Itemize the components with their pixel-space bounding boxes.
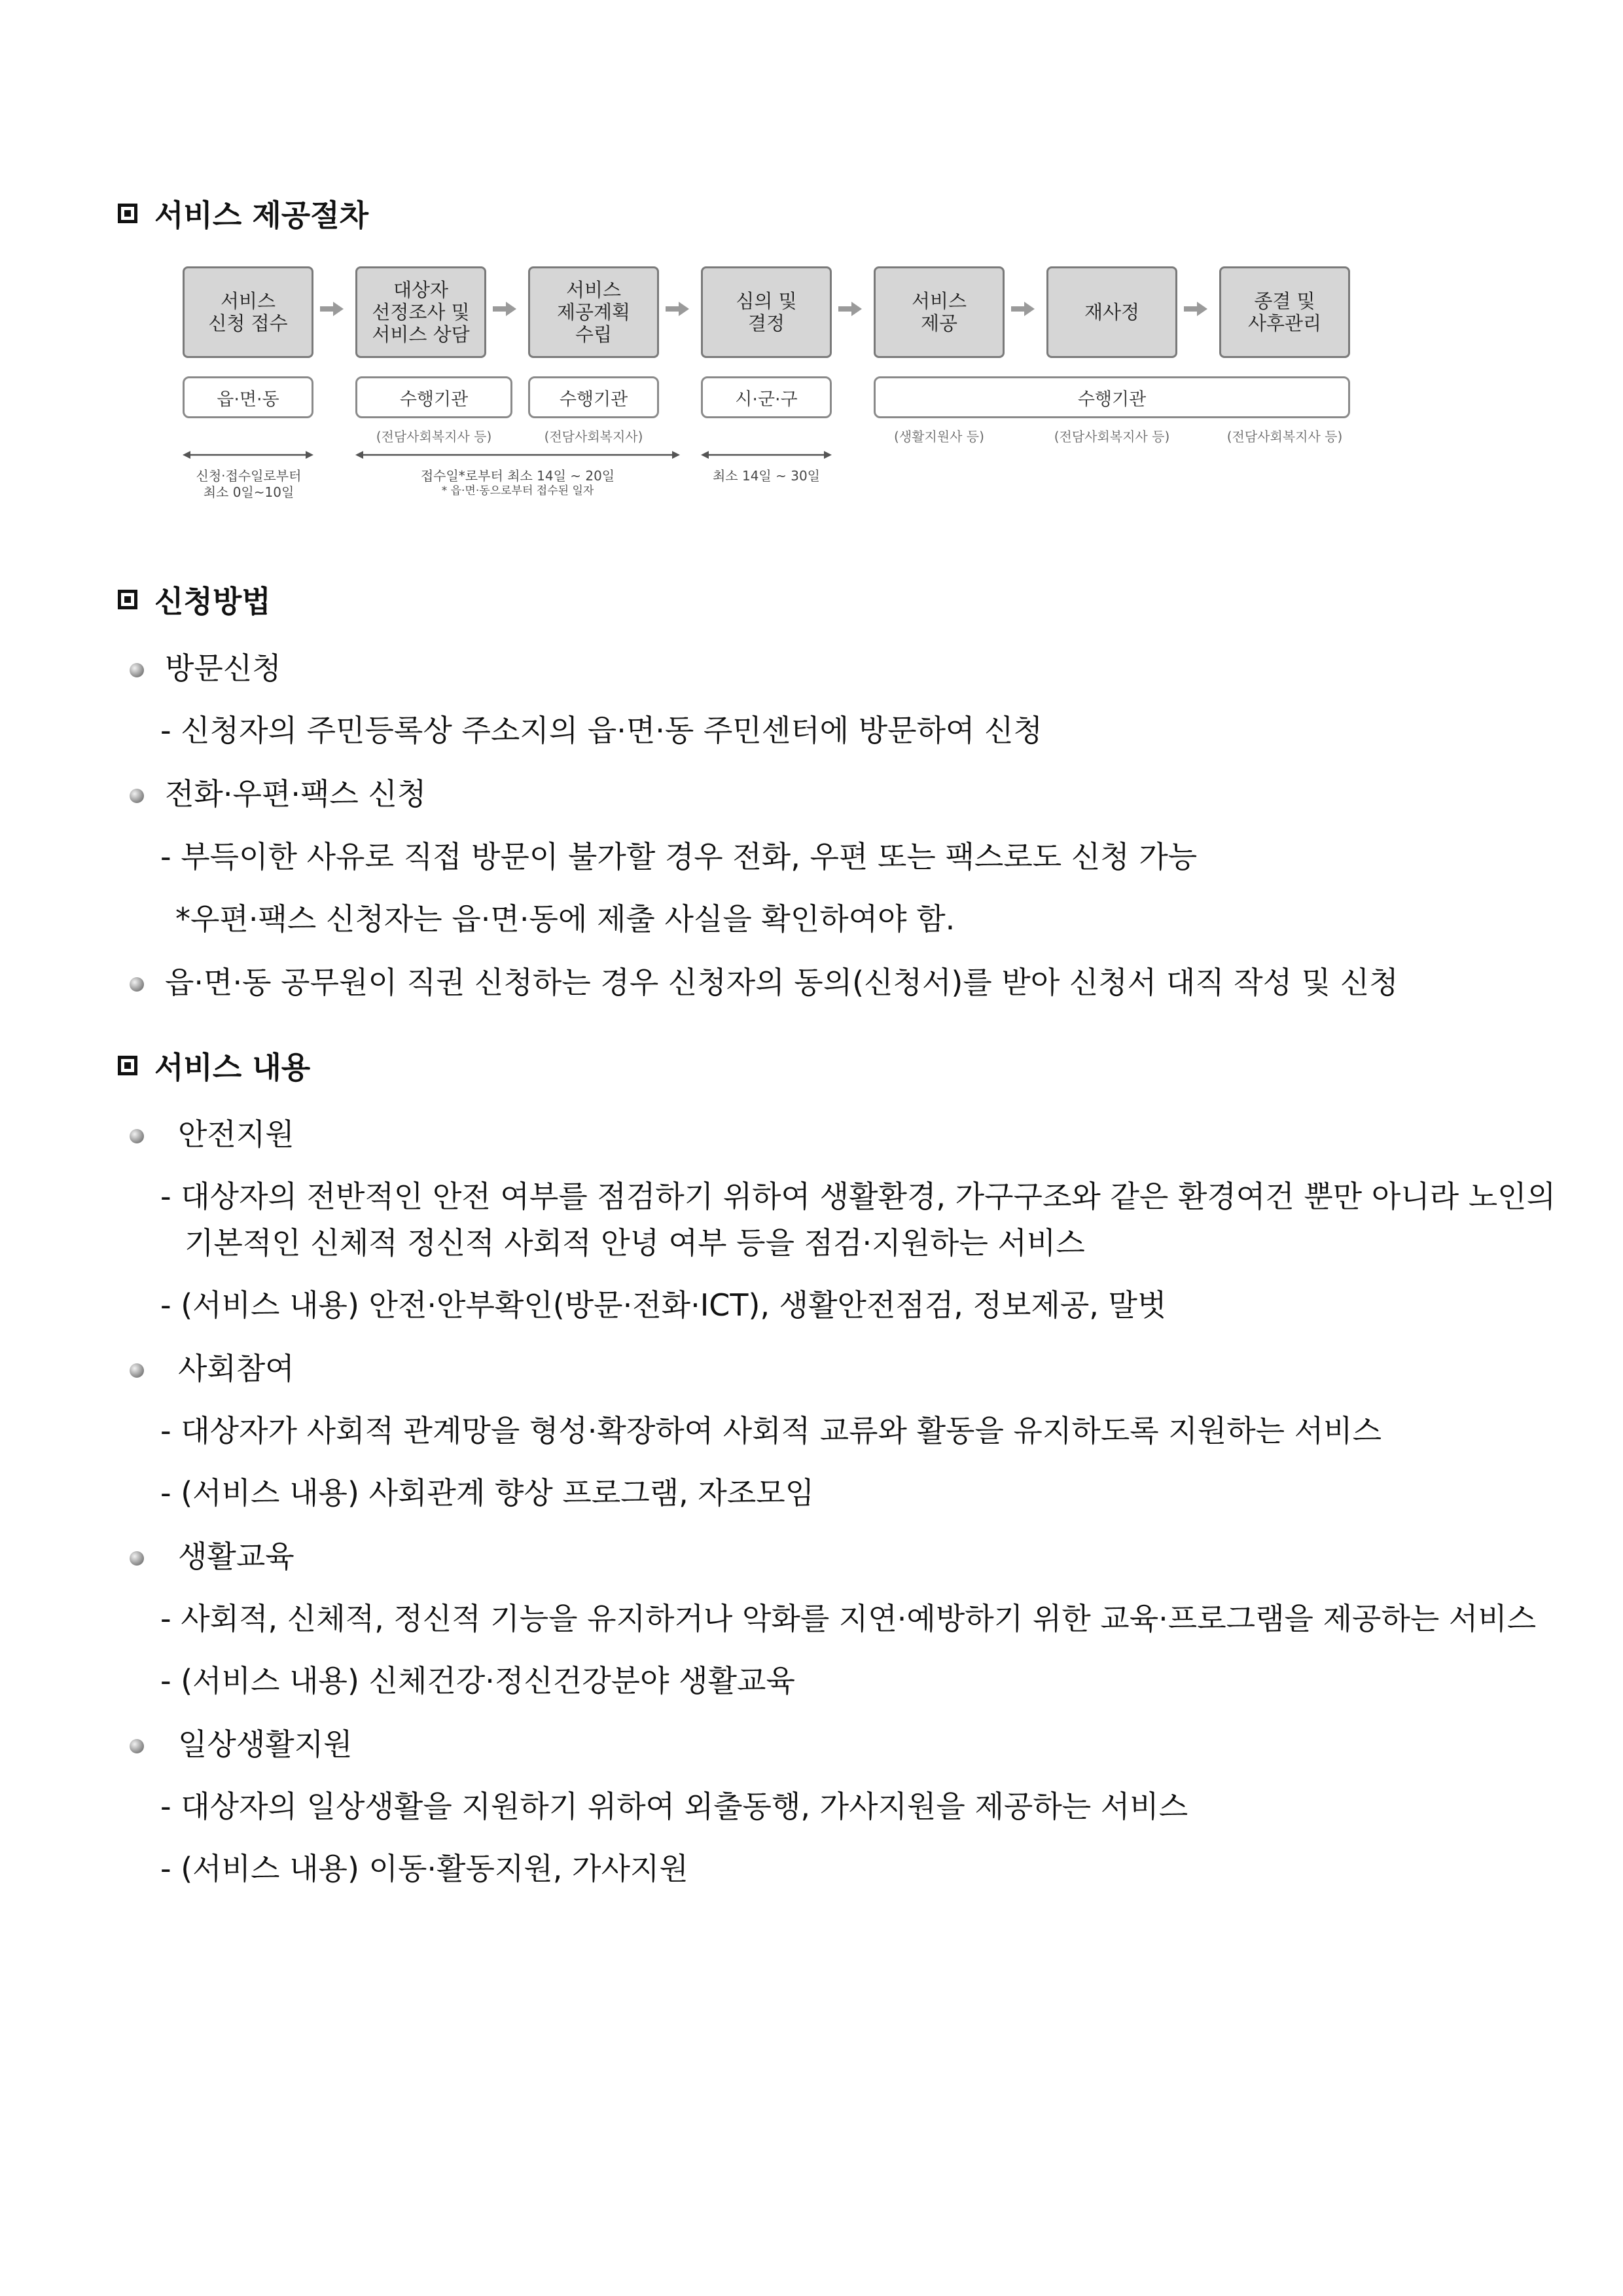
flow-sub-caption: (전담사회복지사 등) (376, 429, 492, 444)
flow-arrow-icon (666, 302, 689, 316)
timeline-caption-footnote: * 읍·면·동으로부터 접수된 일자 (441, 484, 594, 497)
flow-arrow-icon (493, 302, 516, 316)
flow-org-2: 수행기관 (355, 376, 512, 418)
timeline-double-arrow-icon (355, 450, 680, 460)
apply-item-visit-detail: - 신청자의 주민등록상 주소지의 읍·면·동 주민센터에 방문하여 신청 (160, 713, 1043, 748)
content-item-safety-services: - (서비스 내용) 안전·안부확인(방문·전화·ICT), 생활안전점검, 정보제공, 말벗 (160, 1287, 1167, 1323)
content-item-education-desc: - 사회적, 신체적, 정신적 기능을 유지하거나 악화를 지연·예방하기 위한 교육·프로그램을 제공하는 서비스 (160, 1601, 1537, 1636)
content-item-safety-desc: - 대상자의 전반적인 안전 여부를 점검하기 위하여 생활환경, 가구구조와 같은 환경여건 뿐만 아니라 노인의 (160, 1179, 1556, 1214)
flow-step-3: 서비스 제공계획 수립 (528, 266, 659, 358)
content-item-social: 사회참여 (178, 1351, 294, 1386)
timeline-double-arrow-icon (701, 450, 832, 460)
apply-item-visit: 방문신청 (165, 651, 281, 686)
flow-step-6: 재사정 (1046, 266, 1177, 358)
flow-arrow-icon (838, 302, 862, 316)
flow-sub-caption: (전담사회복지사 등) (1226, 429, 1343, 444)
flow-org-5: 수행기관 (874, 376, 1350, 418)
apply-item-remote-note: *우편·팩스 신청자는 읍·면·동에 제출 사실을 확인하여야 함. (175, 901, 955, 937)
timeline-double-arrow-icon (183, 450, 313, 460)
content-item-daily: 일상생활지원 (178, 1727, 353, 1762)
section-title-apply (118, 578, 271, 621)
procedure-flow-diagram (177, 259, 1387, 520)
timeline-caption-1 (170, 468, 327, 501)
flow-step-4: 심의 및 결정 (701, 266, 832, 358)
square-bullet-icon (118, 204, 137, 223)
section-title-text: 서비스 제공절차 (154, 198, 369, 233)
content-item-daily-desc: - 대상자의 일상생활을 지원하기 위하여 외출동행, 가사지원을 제공하는 서비스 (160, 1789, 1188, 1824)
apply-item-remote: 전화·우편·팩스 신청 (165, 776, 427, 812)
flow-arrow-icon (1184, 302, 1207, 316)
timeline-caption-line: 최소 0일~10일 (203, 484, 294, 500)
round-bullet-icon (130, 1363, 144, 1378)
flow-org-1: 읍·면·동 (183, 376, 313, 418)
timeline-caption-3 (701, 468, 832, 484)
flow-sub-caption: (전담사회복지사) (544, 429, 643, 444)
timeline-caption-line: 최소 14일 ~ 30일 (712, 468, 820, 484)
content-item-safety-desc-cont: 기본적인 신체적 정신적 사회적 안녕 여부 등을 점검·지원하는 서비스 (185, 1225, 1085, 1261)
round-bullet-icon (130, 789, 144, 803)
content-item-social-desc: - 대상자가 사회적 관계망을 형성·확장하여 사회적 교류와 활동을 유지하도록 지원하는 서비스 (160, 1413, 1382, 1448)
round-bullet-icon (130, 977, 144, 992)
section-title-text: 신청방법 (154, 584, 271, 619)
flow-step-2: 대상자 선정조사 및 서비스 상담 (355, 266, 486, 358)
flow-org-4: 시·군·구 (701, 376, 832, 418)
flow-step-5: 서비스 제공 (874, 266, 1005, 358)
content-item-education: 생활교육 (178, 1539, 294, 1574)
flow-sub-caption: (전담사회복지사 등) (1054, 429, 1170, 444)
flow-sub-caption: (생활지원사 등) (894, 429, 984, 444)
apply-item-official: 읍·면·동 공무원이 직권 신청하는 경우 신청자의 동의(신청서)를 받아 신청서 대직 작성 및 신청 (165, 965, 1399, 1000)
timeline-caption-line: 접수일*로부터 최소 14일 ~ 20일 (420, 468, 615, 484)
content-item-social-services: - (서비스 내용) 사회관계 향상 프로그램, 자조모임 (160, 1475, 815, 1511)
section-title-procedure (118, 192, 368, 235)
flow-arrow-icon (320, 302, 344, 316)
flow-step-7: 종결 및 사후관리 (1219, 266, 1350, 358)
flow-org-3: 수행기관 (528, 376, 659, 418)
content-item-education-services: - (서비스 내용) 신체건강·정신건강분야 생활교육 (160, 1663, 795, 1698)
timeline-caption-line: 신청·접수일로부터 (196, 468, 302, 484)
timeline-caption-2 (387, 468, 649, 498)
section-title-text: 서비스 내용 (154, 1050, 311, 1085)
flow-step-1: 서비스 신청 접수 (183, 266, 313, 358)
square-bullet-icon (118, 590, 137, 609)
square-bullet-icon (118, 1056, 137, 1075)
round-bullet-icon (130, 663, 144, 677)
apply-item-remote-detail: - 부득이한 사유로 직접 방문이 불가할 경우 전화, 우편 또는 팩스로도 신청 가능 (160, 839, 1198, 874)
round-bullet-icon (130, 1551, 144, 1566)
section-title-content (118, 1044, 310, 1087)
round-bullet-icon (130, 1129, 144, 1143)
round-bullet-icon (130, 1739, 144, 1753)
content-item-safety: 안전지원 (178, 1117, 294, 1152)
content-item-daily-services: - (서비스 내용) 이동·활동지원, 가사지원 (160, 1851, 688, 1886)
flow-arrow-icon (1011, 302, 1035, 316)
